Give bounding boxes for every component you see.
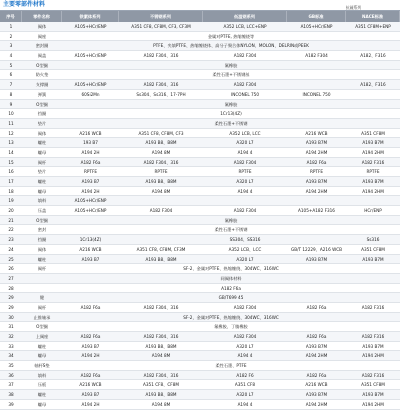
row-material: A182 F6a: [80, 159, 101, 165]
row-material: A182 F304、316: [143, 53, 179, 59]
row-material: A194 8M: [151, 188, 171, 194]
row-material: A193 B7: [81, 392, 100, 398]
row-material-merged: A182 F6a: [221, 285, 241, 291]
row-material-merged: PTFE、夹填PTFE、热缩缠绕体、高分子聚合体NYLON、MOLON、DELRIN或PEEK: [153, 43, 309, 49]
row-material: [287, 80, 346, 89]
row-part-name: 阀杆: [37, 159, 47, 165]
row-material: A182、F316: [360, 82, 386, 88]
row-part-name: 阀盖: [37, 53, 47, 59]
row-material: A193 B8、B8M: [145, 392, 177, 398]
row-index: 1: [9, 24, 13, 29]
table-row: [0, 255, 400, 265]
row-part-name: 阀杆: [37, 304, 47, 310]
table-row: [0, 32, 400, 42]
row-index: 15: [8, 159, 14, 165]
table-row: [0, 41, 400, 51]
row-material: A194 2HM: [305, 188, 328, 194]
table-row: [0, 158, 400, 168]
row-material: A320 L7: [236, 179, 254, 184]
row-part-name: 压盖: [37, 208, 47, 214]
header-part-name: 零件名称: [22, 11, 62, 22]
row-material: A194 8M: [151, 401, 171, 407]
table-row: [0, 245, 400, 255]
table-row: [0, 129, 400, 139]
table-row: [0, 303, 400, 313]
table-row: [0, 119, 400, 129]
row-material: A351 CF8M+ENP: [355, 24, 391, 29]
row-material: A182 F6a: [306, 334, 327, 339]
row-index: 29: [8, 295, 14, 301]
row-material-merged: 同阀体材料: [220, 275, 242, 281]
row-material: A182 F6a: [306, 159, 327, 165]
row-material: [287, 235, 346, 244]
row-index: 34: [8, 353, 14, 359]
row-material: A216 WCB: [305, 130, 328, 136]
row-material: A193 B7: [81, 179, 100, 184]
row-material: A182 F304、316: [143, 82, 179, 88]
row-part-name: [22, 274, 62, 283]
row-material: [203, 196, 287, 205]
row-part-name: 压板: [37, 382, 47, 388]
row-part-name: 螺母: [37, 401, 47, 407]
row-material: A194 2H: [81, 401, 100, 407]
row-material: A182 F6a: [80, 304, 101, 310]
row-part-name: 垫片: [37, 120, 47, 126]
row-index: 19: [8, 198, 14, 204]
section-title: 主要零部件材料: [3, 1, 46, 8]
table-row: [0, 264, 400, 274]
row-material: HCr/ENP: [364, 208, 382, 214]
row-material: A352 LCB, LCC+ENP: [223, 24, 267, 29]
row-material-merged: 金属对PTFE, 热缩缠绕等: [207, 33, 255, 39]
row-part-name: 螺母: [37, 188, 47, 194]
row-material: A182 F6a: [306, 304, 327, 310]
table-row: [0, 61, 400, 71]
row-material: A352 LCB, LCC: [229, 130, 261, 136]
row-part-name: 阀体: [37, 246, 47, 252]
row-material: A193 B7M: [362, 392, 384, 398]
row-material: RPTFE: [238, 169, 252, 175]
row-material: A105+HCr/ENP: [300, 24, 333, 29]
row-part-name: 螺柱: [37, 179, 47, 184]
row-material-merged: 1Cr13(4Z): [220, 111, 242, 117]
row-material: A105+HCr/ENP: [74, 82, 107, 88]
row-material: A182 F304: [233, 208, 257, 214]
row-part-name: O型圈: [36, 217, 48, 223]
row-material: SS304、SS316: [229, 237, 261, 243]
header-gb: GB标准: [287, 11, 346, 22]
table-row: [0, 361, 400, 371]
row-index: 8: [9, 91, 13, 97]
row-part-name: 填料: [37, 198, 47, 204]
table-row: [0, 390, 400, 400]
row-material: A182 F6a: [80, 372, 101, 378]
row-material: A194 2H: [81, 353, 100, 359]
row-part-name: 阀杆: [37, 266, 47, 272]
row-material: A182 F304: [233, 82, 257, 88]
row-index: 7: [9, 82, 13, 88]
row-material: A182 F304: [233, 304, 257, 310]
table-row: [0, 206, 400, 216]
row-material: A194 4: [237, 149, 253, 155]
row-material: A194 8M: [151, 353, 171, 359]
row-material: A320 L7: [236, 140, 254, 146]
row-material: 1Cr13(4Z): [79, 237, 102, 243]
row-material: A351 CF8M: [361, 246, 385, 252]
row-material: A105+A182 F316: [298, 208, 335, 214]
row-material: [346, 196, 400, 205]
row-material: A193 B7: [81, 256, 100, 262]
row-index: 18: [8, 188, 14, 194]
row-index: 4: [9, 53, 13, 59]
row-material: A182 F304: [233, 53, 257, 59]
row-material: A193 B7M: [362, 140, 384, 146]
row-index: 13: [8, 140, 14, 146]
row-material: A193 B7M: [362, 179, 384, 184]
table-row: [0, 332, 400, 342]
row-material: INCONEL 750: [302, 91, 331, 97]
row-material: A182、F316: [360, 53, 386, 59]
row-material: A216 WCB: [79, 130, 102, 136]
row-part-name: 密封圈: [35, 43, 49, 49]
table-row: [0, 138, 400, 148]
table-row: [0, 177, 400, 187]
row-index: 16: [8, 169, 14, 175]
table-row: [0, 100, 400, 110]
row-index: 5: [9, 62, 13, 68]
row-material: A320 L7: [236, 392, 254, 398]
row-material: 60Si2Mn: [81, 91, 100, 97]
table-row: [0, 284, 400, 294]
table-row: [0, 187, 400, 197]
row-part-name: 螺柱: [37, 256, 47, 262]
row-index: 23: [8, 237, 14, 243]
row-material: A193 B8、B8M: [145, 140, 177, 146]
row-material: Ss304、Ss316、17-7PH: [136, 91, 186, 97]
row-material: A194 2HM: [305, 353, 328, 359]
row-material: A216 WCB: [79, 382, 102, 388]
row-index: 17: [8, 179, 14, 184]
row-material-merged: SF-2、金属对PTFE、热缩缠绕、304WC、316WC: [183, 266, 279, 272]
row-material: A194 2HM: [305, 401, 328, 407]
row-material: A182 F304: [305, 53, 328, 59]
table-row: [0, 70, 400, 80]
row-index: 33: [8, 343, 14, 349]
table-row: [0, 216, 400, 226]
row-material-merged: 柔性石墨+不锈钢: [214, 227, 248, 233]
row-material: A193 B7M: [305, 392, 328, 398]
row-material-merged: GB/T699 45: [218, 295, 244, 301]
table-row: [0, 22, 400, 32]
row-material: A194 2H: [81, 149, 100, 155]
table-row: [0, 322, 400, 332]
row-material: A194 4: [237, 353, 253, 359]
row-material-merged: 氟橡胶: [224, 217, 238, 223]
row-material: A194 8M: [151, 149, 171, 155]
table-row: [0, 196, 400, 206]
table-row: [0, 342, 400, 352]
row-part-name: 螺柱: [37, 392, 47, 398]
row-index: 35: [8, 363, 14, 369]
row-index: 25: [8, 256, 14, 262]
row-part-name: 轴杆S垫: [34, 363, 50, 369]
row-material: RPTFE: [154, 169, 168, 175]
table-row: [0, 51, 400, 61]
row-material: RPTFE: [366, 169, 380, 175]
header-group-sour: 抗硫系列: [345, 5, 362, 10]
row-material-merged: 氟橡胶: [224, 62, 238, 68]
row-index: 39: [8, 401, 14, 407]
table-row: [0, 235, 400, 245]
row-material: A194 2HM: [362, 149, 384, 155]
row-material: A351 CF8: [234, 382, 256, 388]
header-nace: NACE标准: [346, 11, 400, 22]
row-material: A351 CF8, CF8M, CF3: [138, 130, 184, 136]
table-row: [0, 90, 400, 100]
row-material: [287, 196, 346, 205]
row-index: 9: [9, 101, 13, 107]
row-part-name: 阀体: [37, 24, 47, 29]
row-material-merged: 柔性石墨+不锈钢丝: [212, 72, 250, 78]
row-material: A216 WCB: [79, 246, 102, 252]
row-material: [346, 90, 400, 99]
row-part-name: O型圈: [36, 324, 48, 330]
row-material: A352 LCB、LCC: [228, 246, 262, 252]
row-material-merged: 氟橡胶: [224, 101, 238, 107]
row-part-name: 键: [39, 295, 45, 301]
row-material: GB/T 12229、A216 WCB: [290, 246, 343, 252]
row-part-name: 挡圈: [37, 111, 47, 117]
table-row: [0, 225, 400, 235]
row-material: A182 F316: [361, 334, 385, 339]
header-index: 序号: [0, 11, 22, 22]
row-material: A182 F316: [361, 159, 385, 165]
row-index: 2: [9, 33, 13, 39]
row-index: 27: [8, 275, 14, 281]
row-part-name: [22, 284, 62, 293]
row-material-merged: 氟橡胶、丁腈橡胶: [214, 324, 248, 330]
table-row: [0, 400, 400, 410]
row-material: A182 F6a: [80, 334, 101, 339]
table-header: [0, 11, 400, 22]
row-part-name: 阀体: [37, 130, 47, 136]
row-material-merged: SF-2，金属对PTFE、热缩缠绕、304WC、316WC: [183, 314, 279, 320]
row-part-name: 上阀座: [35, 334, 49, 339]
row-material: A216 WCB: [305, 382, 328, 388]
header-low-temp: 低温钢系列: [203, 11, 287, 22]
row-material: A182 F304、316: [143, 159, 179, 165]
row-index: 38: [8, 392, 14, 398]
row-material: A194 2H: [81, 188, 100, 194]
row-part-name: O型圈: [36, 62, 48, 68]
row-index: 22: [8, 227, 14, 233]
row-index: 11: [8, 120, 14, 126]
row-material: [119, 235, 203, 244]
row-index: 28: [8, 285, 14, 291]
row-material: A194 4: [237, 401, 253, 407]
row-material: A105+HCr/ENP: [74, 208, 107, 214]
row-part-name: O型圈: [36, 101, 48, 107]
row-index: 37: [8, 382, 14, 388]
row-material: A182 F316: [361, 304, 385, 310]
row-material: A351 CF8, CF8M, CF3M: [136, 246, 186, 252]
row-index: 3: [9, 43, 13, 49]
row-material: A105+HCr/ENP: [74, 53, 107, 59]
row-index: 36: [8, 372, 14, 378]
row-material: Ss316: [366, 237, 380, 243]
table-row: [0, 109, 400, 119]
row-part-name: 螺柱: [37, 140, 47, 146]
row-part-name: 挡圈: [37, 237, 47, 243]
row-index: 32: [8, 334, 14, 339]
row-part-name: 弹簧: [37, 91, 47, 97]
row-index: 31: [8, 324, 14, 330]
row-part-name: 止推轴承: [33, 314, 51, 320]
row-material: A351 CF8M: [361, 382, 385, 388]
row-part-name: 螺母: [37, 353, 47, 359]
row-material: A194 2HM: [305, 149, 328, 155]
row-material: A182 F304、316: [143, 304, 179, 310]
row-material: A351 CF8、CF8M: [143, 382, 179, 388]
row-part-name: 密封: [37, 227, 47, 233]
row-material: A193 B8、B8M: [145, 256, 177, 262]
table-row: [0, 167, 400, 177]
table-row: [0, 293, 400, 303]
table-row: [0, 313, 400, 323]
row-material: A182 F304: [233, 334, 257, 339]
row-material: A194 2HM: [362, 188, 384, 194]
row-index: 30: [8, 314, 14, 320]
header-ferritic: 铁素体系列: [62, 11, 119, 22]
row-material: A193 B7M: [305, 140, 328, 146]
row-material: A182 F304: [149, 208, 173, 214]
row-index: 10: [8, 111, 14, 117]
row-material: A320 L7: [236, 256, 254, 262]
row-part-name: 防火垫: [35, 72, 49, 78]
row-material: INCONEL 750: [230, 91, 260, 97]
row-material: A351 CF8M: [361, 130, 385, 136]
row-material: [119, 196, 203, 205]
table-row: [0, 380, 400, 390]
row-material: A182 F316: [361, 372, 385, 378]
row-material: A182 F304、316: [143, 372, 179, 378]
row-material: RPTFE: [309, 169, 324, 175]
table-row: [0, 148, 400, 158]
table-row: [0, 371, 400, 381]
row-index: 29: [8, 304, 14, 310]
row-material: 193 B7: [83, 140, 98, 146]
row-part-name: 阀座: [37, 33, 47, 39]
row-material: A105+HCr/ENP: [74, 24, 107, 29]
row-material: A193 B8、B8M: [145, 343, 177, 349]
row-part-name: 垫片: [37, 169, 47, 175]
row-index: 6: [9, 72, 13, 78]
row-part-name: 填料: [37, 372, 47, 378]
header-stainless: 不锈钢系列: [119, 11, 203, 22]
row-material: RPTFE: [83, 169, 98, 175]
row-material: A182 F304: [233, 159, 257, 165]
row-material: A193 B7M: [362, 256, 384, 262]
row-part-name: 支撑圈: [35, 82, 49, 88]
row-material: A182 F6: [236, 372, 254, 378]
materials-table: [0, 10, 400, 410]
row-material-merged: 柔性石墨、PTFE: [215, 363, 247, 369]
row-material-merged: 柔性石墨+不锈钢: [214, 120, 248, 126]
row-index: 24: [8, 246, 14, 252]
row-material: A193 B7M: [305, 256, 328, 262]
row-material: A193 B7M: [305, 343, 328, 349]
table-row: [0, 274, 400, 284]
row-part-name: 螺柱: [37, 343, 47, 349]
row-material: A182 F304、316: [143, 334, 179, 339]
row-material: A182 F6a: [306, 372, 327, 378]
row-material: A351 CF8, CF8M, CF3, CF3M: [131, 24, 191, 29]
row-index: 21: [8, 217, 14, 223]
row-index: 26: [8, 266, 14, 272]
row-material: A193 B8、B8M: [145, 179, 177, 184]
table-row: [0, 80, 400, 90]
table-row: [0, 351, 400, 361]
row-material: A193 B7M: [305, 179, 328, 184]
row-material: A193 B7M: [362, 343, 384, 349]
row-index: 20: [8, 208, 14, 214]
row-index: 14: [8, 149, 14, 155]
row-material: A320 L7: [236, 343, 254, 349]
row-index: 12: [8, 130, 14, 136]
row-material: A105+HCr/ENP: [74, 198, 107, 204]
row-material: A193 B7: [81, 343, 100, 349]
row-material: A194 2HM: [362, 353, 384, 359]
row-material: A194 2HM: [362, 401, 384, 407]
row-part-name: 螺母: [37, 149, 47, 155]
row-material: A194 4: [237, 188, 253, 194]
